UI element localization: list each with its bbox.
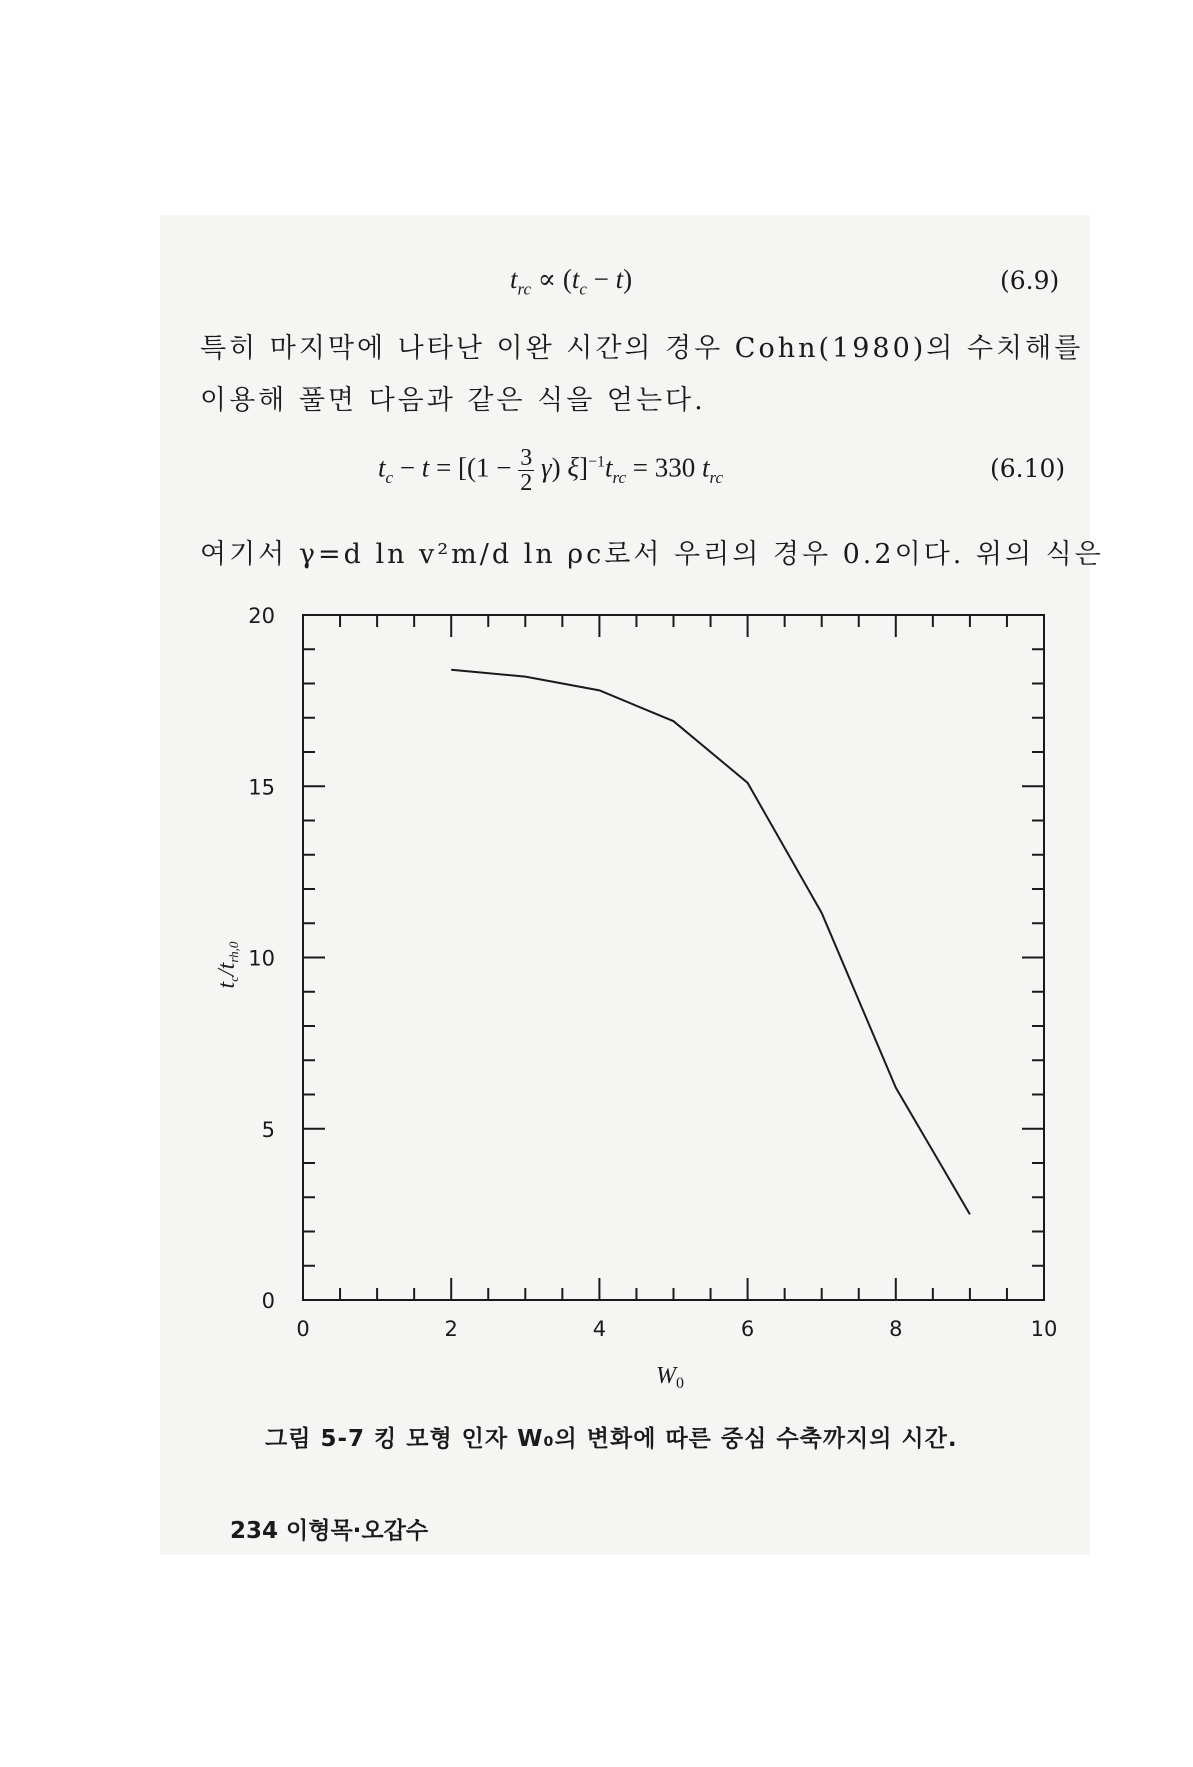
x-tick-label: 6 (740, 1317, 755, 1341)
y-tick-label: 0 (261, 1289, 275, 1313)
equation-number-6-9: (6.9) (1000, 266, 1060, 295)
series-line (451, 670, 970, 1215)
x-tick-label: 2 (444, 1317, 458, 1341)
equation-6-10: $t_c - t = [(1$ − $\frac{3}{2}$ γ) $\xi]^{-1}t_{rc} = 330$ $t_{rc}$ (378, 445, 724, 496)
x-tick-label: 8 (889, 1317, 903, 1341)
equation-number-6-10: (6.10) (990, 454, 1066, 483)
x-tick-label: 10 (1030, 1317, 1058, 1341)
paragraph-line-3: 여기서 γ=d ln v²m/d ln ρc로서 우리의 경우 0.2이다. 위의 식은 (200, 539, 1104, 570)
y-tick-label: 10 (248, 946, 275, 971)
paragraph-line-2: 이용해 풀면 다음과 같은 식을 얻는다. (200, 385, 706, 416)
y-tick-label: 15 (248, 775, 275, 800)
page-footer: 234 이형목·오갑수 (230, 1518, 429, 1544)
x-tick-label: 0 (296, 1317, 310, 1341)
paragraph-line-1: 특히 마지막에 나타난 이완 시간의 경우 Cohn(1980)의 수치해를 (200, 333, 1084, 364)
y-tick-label: 20 (248, 604, 275, 628)
plot-frame (303, 615, 1044, 1300)
figure-caption: 그림 5-7 킹 모형 인자 W₀의 변화에 따른 중심 수축까지의 시간. (265, 1426, 958, 1452)
equation-6-9: $t_{rc} \propto (t_c - t)$ (510, 264, 633, 299)
x-tick-label: 4 (592, 1317, 607, 1341)
y-tick-label: 5 (261, 1117, 275, 1142)
y-axis-title: tc/trh,0 (214, 941, 241, 989)
x-axis-title: $W_0$ (656, 1363, 684, 1392)
